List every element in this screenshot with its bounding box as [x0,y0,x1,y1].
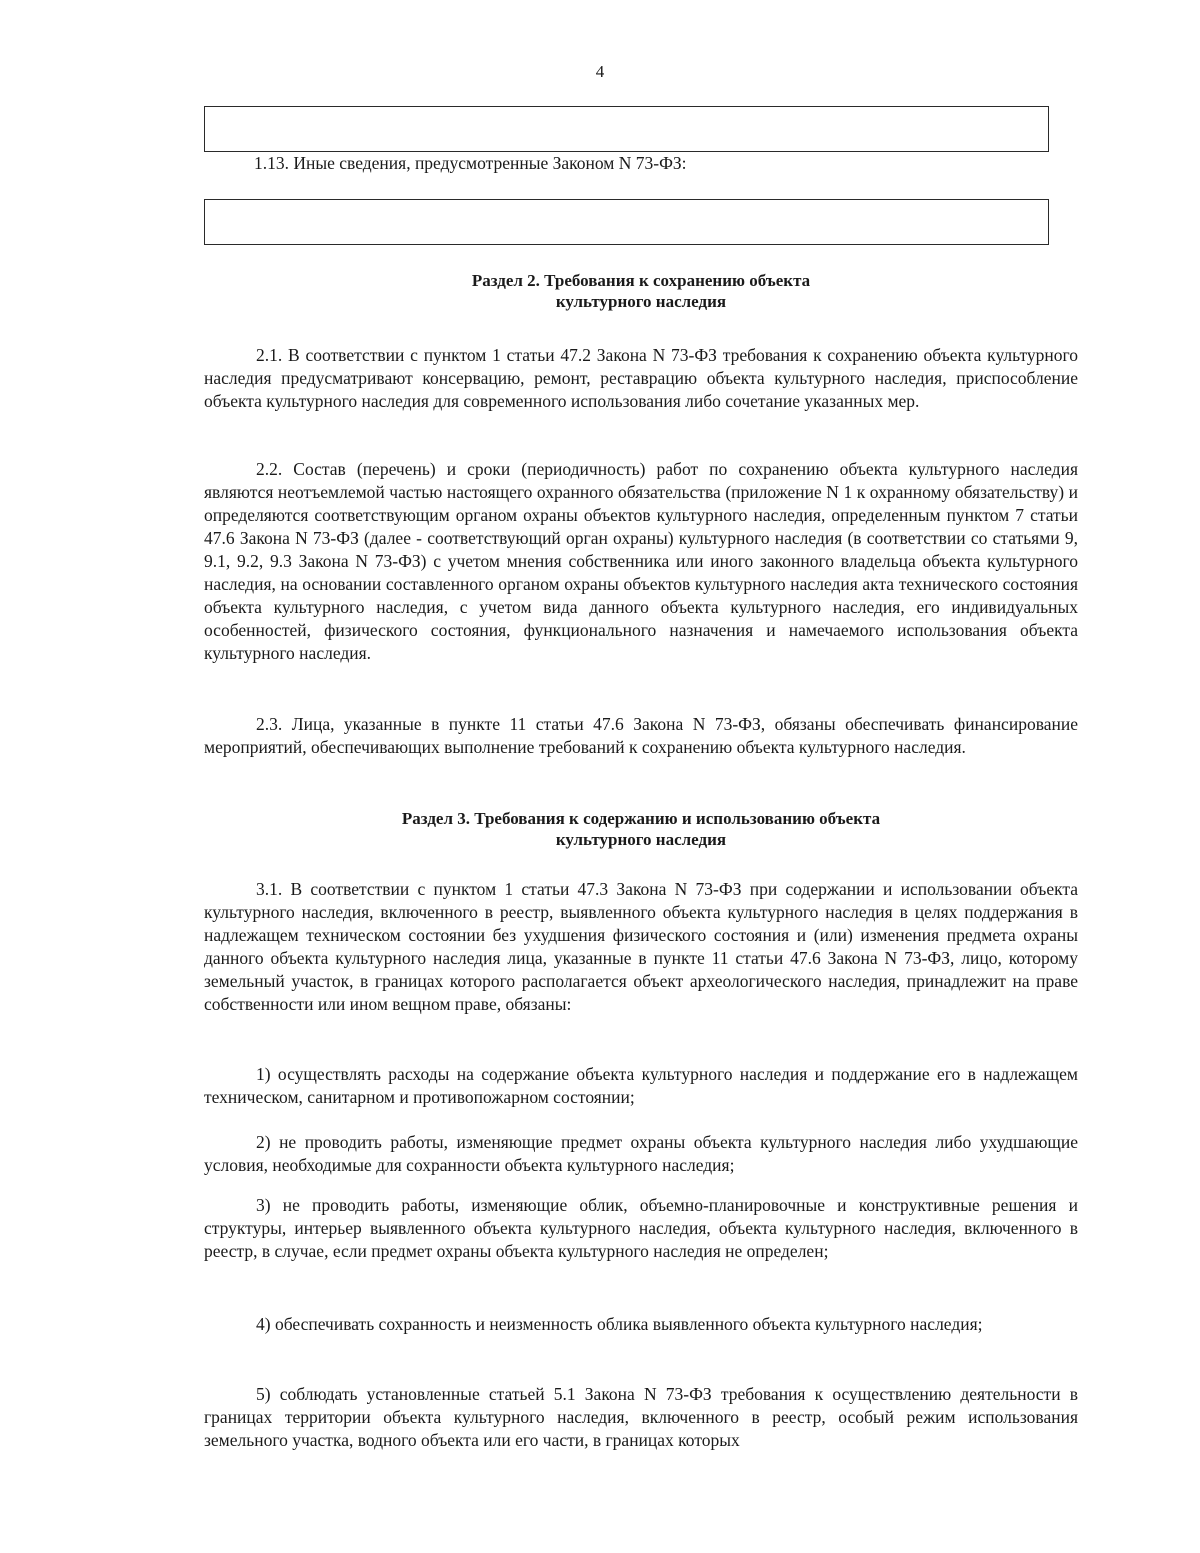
paragraph-2-3: 2.3. Лица, указанные в пункте 11 статьи 47.6 Закона N 73-ФЗ, обязаны обеспечивать финансирование мероприятий, обеспечивающих выполнение требований к сохранению объекта культурного наследия. [204,714,1078,757]
empty-field-box [204,106,1049,152]
list-item-3: 3) не проводить работы, изменяющие облик, объемно-планировочные и конструктивные решения и структуры, интерьер выявленного объекта культурного наследия, объекта культурного наследия, включенного в реестр, в случае, если предмет охраны объекта культурного наследия не определен; [204,1195,1078,1261]
list-item-5: 5) соблюдать установленные статьей 5.1 Закона N 73-ФЗ требования к осуществлению деятельности в границах территории объекта культурного наследия, включенного в реестр, особый режим использования земельного участка, водного объекта или его части, в границах которых [204,1384,1078,1450]
list-item-2: 2) не проводить работы, изменяющие предмет охраны объекта культурного наследия либо ухудшающие условия, необходимые для сохранности объекта культурного наследия; [204,1132,1078,1175]
other-info-box [204,199,1049,245]
paragraph-3-1: 3.1. В соответствии с пунктом 1 статьи 47.3 Закона N 73-ФЗ при содержании и использовании объекта культурного наследия, включенного в реестр, выявленного объекта культурного наследия в целях поддержания в надлежащем техническом состоянии без ухудшения физического состояния и (или) изменения предмета охраны данного объекта культурного наследия лица, указанные в пункте 11 статьи 47.6 Закона N 73-ФЗ, лицо, которому земельный участок, в границах которого располагается объект археологического наследия, принадлежит на праве собственности или ином вещном праве, обязаны: [204,879,1078,1014]
paragraph-2-2: 2.2. Состав (перечень) и сроки (периодичность) работ по сохранению объекта культурного наследия являются неотъемлемой частью настоящего охранного обязательства (приложение N 1 к охранному обязательству) и определяются соответствующим органом охраны объектов культурного наследия, определенным пунктом 7 статьи 47.6 Закона N 73-ФЗ (далее - соответствующий орган охраны) культурного наследия (в соответствии со статьями 9, 9.1, 9.2, 9.3 Закона N 73-ФЗ) с учетом мнения собственника или иного законного владельца объекта культурного наследия, на основании составленного органом охраны объектов культурного наследия акта технического состояния объекта культурного наследия, с учетом вида данного объекта культурного наследия, его индивидуальных особенностей, физического состояния, функционального назначения и намечаемого использования объекта культурного наследия. [204,459,1078,663]
section-2-heading-line2: культурного наследия [555,292,727,311]
section-2-heading-line1: Раздел 2. Требования к сохранению объекта [471,271,811,290]
item-1-13-label: 1.13. Иные сведения, предусмотренные Законом N 73-ФЗ: [254,153,687,173]
list-item-1: 1) осуществлять расходы на содержание объекта культурного наследия и поддержание его в надлежащем техническом, санитарном и противопожарном состоянии; [204,1064,1078,1107]
section-2-heading [204,270,1078,312]
section-3-heading [204,808,1078,850]
list-item-4: 4) обеспечивать сохранность и неизменность облика выявленного объекта культурного наследия; [256,1314,983,1334]
section-3-heading-line2: культурного наследия [555,830,727,849]
paragraph-2-1: 2.1. В соответствии с пунктом 1 статьи 47.2 Закона N 73-ФЗ требования к сохранению объекта культурного наследия предусматривают консервацию, ремонт, реставрацию объекта культурного наследия, приспособление объекта культурного наследия для современного использования либо сочетание указанных мер. [204,345,1078,411]
section-3-heading-line1: Раздел 3. Требования к содержанию и использованию объекта [401,809,881,828]
page-number: 4 [595,62,605,81]
